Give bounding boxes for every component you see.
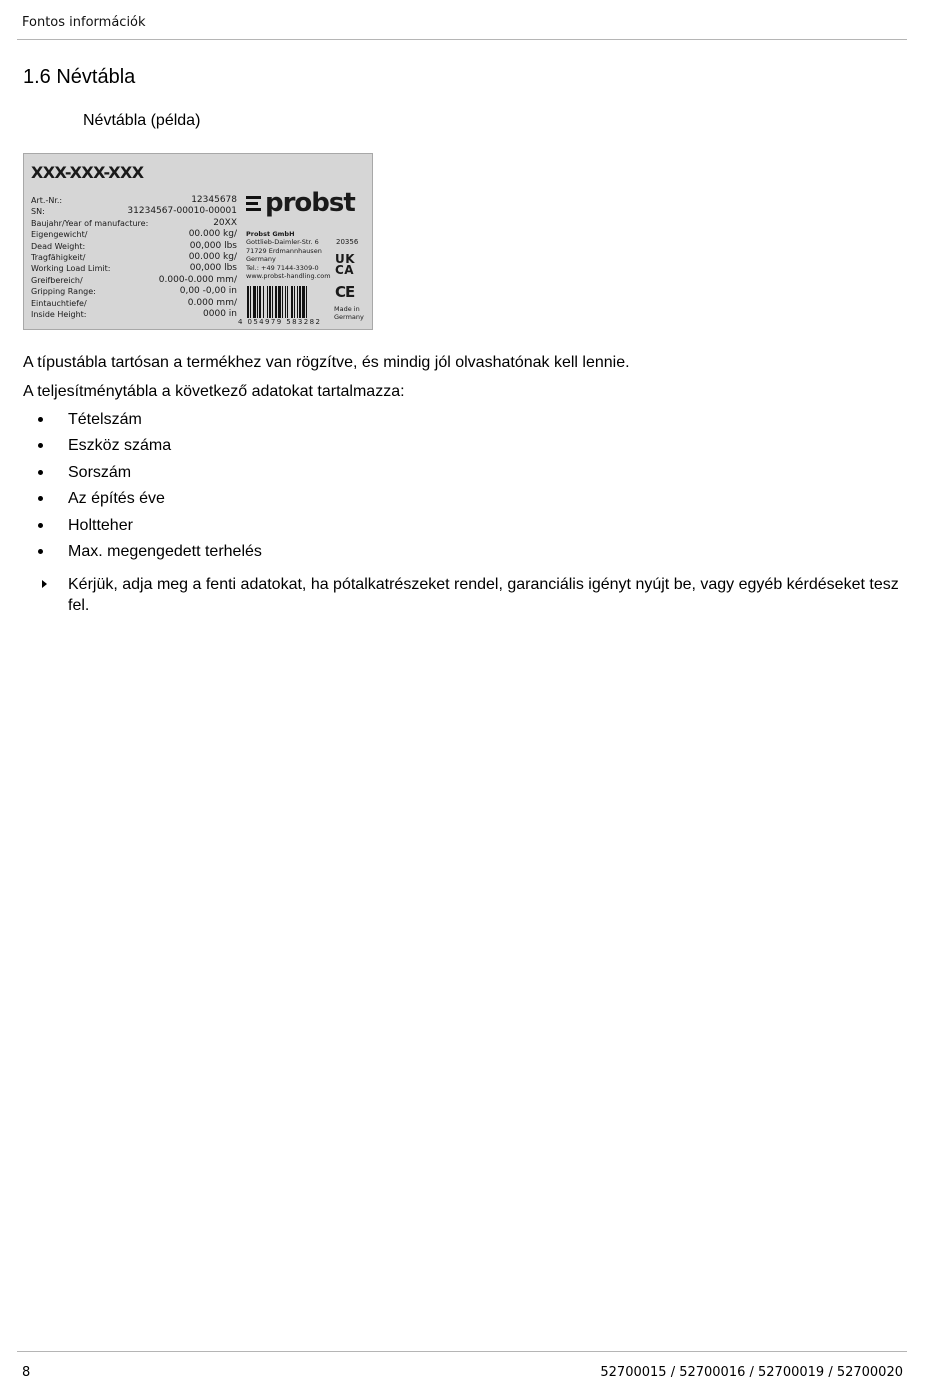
nameplate-row-label: Art.-Nr.: [31, 196, 63, 205]
list-item [38, 488, 262, 514]
list-item-text: Max. megengedett terhelés [68, 542, 262, 560]
nameplate-row-label: Inside Height: [31, 309, 87, 319]
bullet-icon [38, 417, 43, 422]
ukca-bottom: CA [335, 263, 355, 277]
made-in-line2: Germany [334, 313, 364, 321]
list-item [38, 435, 262, 461]
section-title: 1.6 Névtábla [23, 66, 136, 88]
barcode-icon [246, 286, 329, 318]
nameplate-row [31, 206, 237, 217]
header-title: Fontos információk [22, 15, 146, 30]
nameplate-row [31, 252, 237, 263]
nameplate-data-list [38, 409, 262, 567]
action-text: Kérjük, adja meg a fenti adatokat, ha pótalkatrészeket rendel, garanciális igényt nyújt be, vagy egyéb kérdéseket tesz fel. [68, 576, 899, 614]
company-phone: Tel.: +49 7144-3309-0 [246, 263, 319, 272]
nameplate-row-value: 0,00 -0,00 in [179, 286, 237, 297]
nameplate-row [31, 229, 237, 240]
company-web: www.probst-handling.com [246, 272, 331, 281]
list-item [38, 515, 262, 541]
list-item-text: Az építés éve [68, 490, 165, 508]
company-country: Germany [246, 255, 276, 264]
nameplate-row [31, 309, 237, 320]
nameplate-row-value: 0.000-0.000 mm/ [158, 274, 237, 285]
nameplate-row-value: 20XX [213, 217, 237, 228]
list-item [38, 541, 262, 567]
brand-name: probst [265, 188, 355, 218]
nameplate-row [31, 195, 237, 206]
list-item [38, 409, 262, 435]
nameplate-row [31, 263, 237, 274]
document-numbers: 52700015 / 52700016 / 52700019 / 52700020 [600, 1365, 903, 1380]
triangle-right-icon [42, 580, 47, 588]
nameplate-row-value: 31234567-00010-00001 [127, 206, 237, 217]
ce-mark-icon: CE [335, 283, 355, 301]
nameplate-row-label: Baujahr/Year of manufacture: [31, 218, 149, 228]
ukca-top: UK [335, 252, 356, 266]
nameplate-image [23, 153, 373, 330]
company-address [246, 230, 331, 280]
bullet-icon [38, 470, 43, 475]
list-item-text: Eszköz száma [68, 437, 172, 455]
nameplate-row-label: Working Load Limit: [31, 264, 111, 274]
nameplate-row [31, 241, 237, 252]
nameplate-row-value: 00,000 lbs [189, 240, 237, 251]
nameplate-row [31, 275, 237, 286]
header-divider [17, 39, 907, 40]
nameplate-row-value: 00,000 lbs [189, 263, 237, 274]
nameplate-row [31, 286, 237, 297]
list-item-text: Sorszám [68, 463, 132, 481]
nameplate-row-value: 12345678 [191, 195, 237, 205]
ukca-mark-icon [335, 254, 355, 276]
paragraph-nameplate-contents: A teljesítménytábla a következő adatokat tartalmazza: [23, 383, 405, 400]
footer-divider [17, 1351, 907, 1352]
nameplate-row-label: Greifbereich/ [31, 275, 83, 285]
nameplate-row-label: Eintauchtiefe/ [31, 298, 87, 308]
nameplate-title: XXX-XXX-XXX [31, 163, 144, 182]
nameplate-row-value: 0000 in [203, 308, 237, 319]
list-item-text: Holtteher [68, 516, 133, 534]
nameplate-row-label: Tragfähigkeit/ [31, 252, 86, 262]
nameplate-rows [31, 195, 237, 320]
probst-logo-icon [246, 190, 355, 216]
nameplate-row-value: 00.000 kg/ [188, 251, 237, 262]
nameplate-row [31, 298, 237, 309]
nameplate-code: 20356 [336, 238, 359, 246]
paragraph-nameplate-fixed: A típustábla tartósan a termékhez van rögzítve, és mindig jól olvashatónak kell lennie. [23, 354, 630, 371]
made-in-line1: Made in [334, 305, 360, 313]
bullet-icon [38, 443, 43, 448]
bullet-icon [38, 549, 43, 554]
company-city: 71729 Erdmannhausen [246, 246, 322, 255]
list-item [38, 462, 262, 488]
probst-logo-mark [246, 195, 261, 212]
figure-caption: Névtábla (példa) [83, 112, 201, 129]
nameplate-row [31, 218, 237, 229]
company-street: Gottlieb-Daimler-Str. 6 [246, 238, 319, 247]
nameplate-row-label: Gripping Range: [31, 287, 96, 297]
made-in-label [334, 305, 364, 321]
company-name: Probst GmbH [246, 230, 295, 238]
nameplate-row-value: 0.000 mm/ [187, 297, 237, 308]
page-number: 8 [22, 1365, 31, 1380]
barcode-digits: 4 054979 583282 [238, 318, 322, 326]
bullet-icon [38, 496, 43, 501]
bullet-icon [38, 523, 43, 528]
nameplate-row-label: Dead Weight: [31, 241, 86, 251]
action-instruction [42, 574, 902, 616]
nameplate-row-label: SN: [31, 207, 45, 217]
nameplate-row-label: Eigengewicht/ [31, 230, 88, 240]
nameplate-row-value: 00.000 kg/ [188, 229, 237, 240]
list-item-text: Tételszám [68, 411, 142, 428]
